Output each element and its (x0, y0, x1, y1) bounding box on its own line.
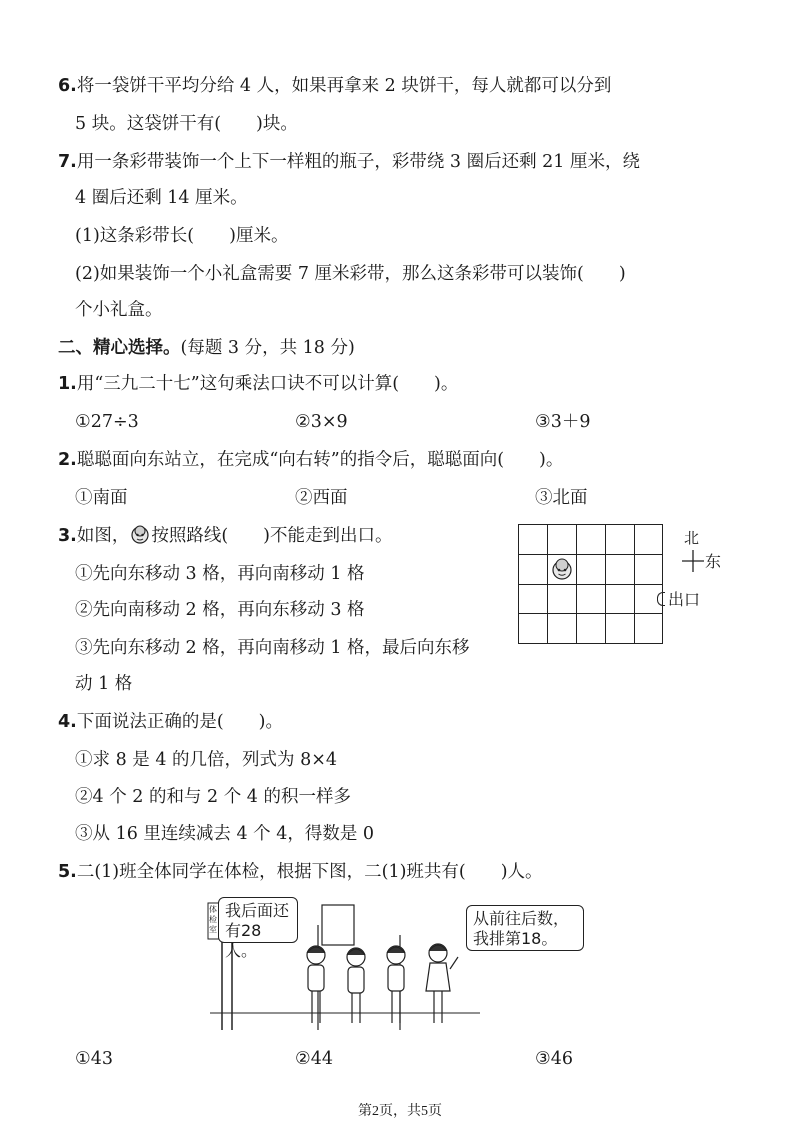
q7-sub1: (1)这条彩带长( )厘米。 (75, 226, 289, 246)
map-grid (518, 524, 663, 644)
c2-option-3[interactable]: ③北面 (535, 488, 588, 508)
q6-text: 将一袋饼干平均分给 4 人，如果再拿来 2 块饼干，每人就都可以分到 (76, 76, 612, 96)
monkey-icon (550, 557, 574, 585)
q7-line2: 4 圈后还剩 14 厘米。 (75, 188, 248, 208)
c5-question (58, 860, 543, 884)
c4-option-1[interactable]: ①求 8 是 4 的几倍，列式为 8×4 (75, 750, 338, 770)
section-note: (每题 3 分，共 18 分) (180, 338, 355, 358)
c3-text-post: 按照路线( )不能走到出口。 (151, 526, 393, 546)
compass-north: 北 (684, 529, 700, 547)
page-footer: 第2页，共5页 (358, 1104, 442, 1119)
q7-number: 7. (58, 152, 77, 172)
c1-option-3[interactable]: ③3＋9 (535, 412, 591, 432)
exit-label: 出口 (668, 590, 701, 609)
bubble-left-line1: 我后面还 (225, 901, 290, 920)
section-title: 二、精心选择。 (58, 338, 181, 358)
bubble-left-line2: 有28人。 (225, 921, 262, 960)
c1-question (58, 372, 458, 396)
c5-option-3[interactable]: ③46 (535, 1049, 573, 1069)
compass-icon (680, 548, 706, 578)
bubble-right-line1: 从前往后数， (473, 909, 570, 928)
c3-number: 3. (58, 526, 77, 546)
q6-line2: 5 块。这袋饼干有( )块。 (75, 114, 298, 134)
c2-text: 聪聪面向东站立，在完成“向右转”的指令后，聪聪面向( )。 (76, 450, 564, 470)
sign-text: 体检室 (209, 905, 217, 934)
c1-number: 1. (58, 374, 77, 394)
c5-text: 二(1)班全体同学在体检，根据下图，二(1)班共有( )人。 (76, 862, 543, 882)
c3-text-pre: 如图， (76, 526, 130, 546)
section-heading (58, 336, 355, 360)
speech-bubble-right (466, 905, 584, 951)
c2-number: 2. (58, 450, 77, 470)
c1-option-1[interactable]: ①27÷3 (75, 412, 139, 432)
c1-text: 用“三九二十七”这句乘法口诀不可以计算( )。 (76, 374, 459, 394)
q6-number: 6. (58, 76, 77, 96)
q6-line1 (58, 74, 611, 98)
bubble-right-line2: 我排第18。 (473, 929, 558, 948)
compass-east: 东 (705, 552, 722, 571)
q7-text: 用一条彩带装饰一个上下一样粗的瓶子，彩带绕 3 圈后还剩 21 厘米，绕 (76, 152, 640, 172)
c3-option-3-cont: 动 1 格 (75, 674, 133, 694)
c4-question (58, 710, 283, 734)
c2-question (58, 448, 563, 472)
c3-question (58, 524, 392, 548)
c4-text: 下面说法正确的是( )。 (76, 712, 283, 732)
c2-option-2[interactable]: ②西面 (295, 488, 348, 508)
c1-option-2[interactable]: ②3×9 (295, 412, 348, 432)
q7-sub2-line2: 个小礼盒。 (75, 300, 163, 320)
c2-option-1[interactable]: ①南面 (75, 488, 128, 508)
c4-number: 4. (58, 712, 77, 732)
c5-option-1[interactable]: ①43 (75, 1049, 113, 1069)
c5-option-2[interactable]: ②44 (295, 1049, 333, 1069)
speech-bubble-left (218, 897, 298, 960)
monkey-icon (129, 525, 151, 545)
c4-option-2[interactable]: ②4 个 2 的和与 2 个 4 的积一样多 (75, 787, 351, 807)
q7-line1 (58, 150, 640, 174)
c3-option-1[interactable]: ①先向东移动 3 格，再向南移动 1 格 (75, 564, 365, 584)
c4-option-3[interactable]: ③从 16 里连续减去 4 个 4，得数是 0 (75, 824, 375, 844)
exit-marker (657, 592, 665, 606)
q7-sub2-line1: (2)如果装饰一个小礼盒需要 7 厘米彩带，那么这条彩带可以装饰( ) (75, 264, 626, 284)
c3-option-2[interactable]: ②先向南移动 2 格，再向东移动 3 格 (75, 600, 365, 620)
c5-number: 5. (58, 862, 77, 882)
c3-option-3[interactable]: ③先向东移动 2 格，再向南移动 1 格，最后向东移 (75, 638, 470, 658)
